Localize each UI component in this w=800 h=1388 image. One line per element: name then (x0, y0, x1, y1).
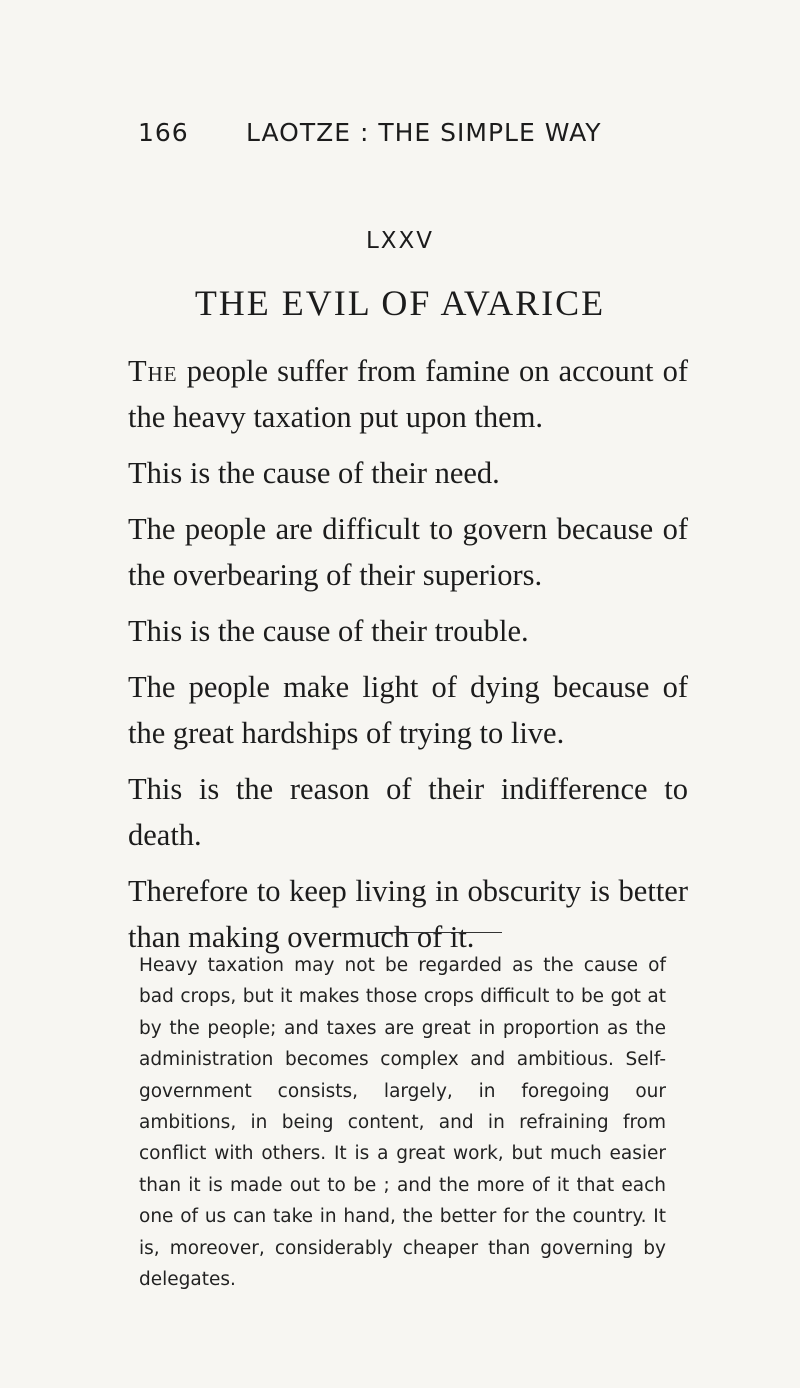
commentary-paragraph: Heavy taxation may not be regarded as the cause of bad crops, but it makes those crops difficult to be got at by the people; and taxes are great in proportion as the administration becomes complex and ambitious. Self-government consists, largely, in foregoing our ambitions, in being content, and in refraining from conflict with others. It is a great work, but much easier than it is made out to be ; and the more of it that each one of us can take in hand, the better for the country. It is, moreover, considerably cheaper than governing by delegates. (139, 955, 666, 1291)
poem-line-text: This is the reason of their indifference to death. (128, 772, 688, 852)
poem-line-text: This is the cause of their need. (128, 456, 500, 490)
poem-line (128, 608, 688, 654)
poem-text (128, 348, 688, 970)
running-head (138, 118, 658, 147)
poem-line (128, 664, 688, 756)
poem-line-text: The people are difficult to govern because of the overbearing of their superiors. (128, 512, 688, 592)
section-divider (376, 932, 502, 933)
chapter-number: LXXV (365, 228, 435, 254)
poem-line (128, 450, 688, 496)
page-number: 166 (138, 118, 189, 147)
chapter-title: THE EVIL OF AVARICE (194, 283, 606, 323)
poem-line (128, 766, 688, 858)
running-title: LAOTZE : THE SIMPLE WAY (246, 118, 602, 147)
poem-line (128, 506, 688, 598)
poem-line-text: This is the cause of their trouble. (128, 614, 529, 648)
poem-line (128, 868, 688, 960)
poem-line-text: people suffer from famine on account of the heavy taxation put upon them. (128, 354, 688, 434)
poem-line-first-word: The (128, 354, 178, 388)
poem-line (128, 348, 688, 440)
poem-line-text: Therefore to keep living in obscurity is better than making overmuch of it. (128, 874, 688, 954)
poem-line-text: The people make light of dying because of the great hardships of trying to live. (128, 670, 688, 750)
